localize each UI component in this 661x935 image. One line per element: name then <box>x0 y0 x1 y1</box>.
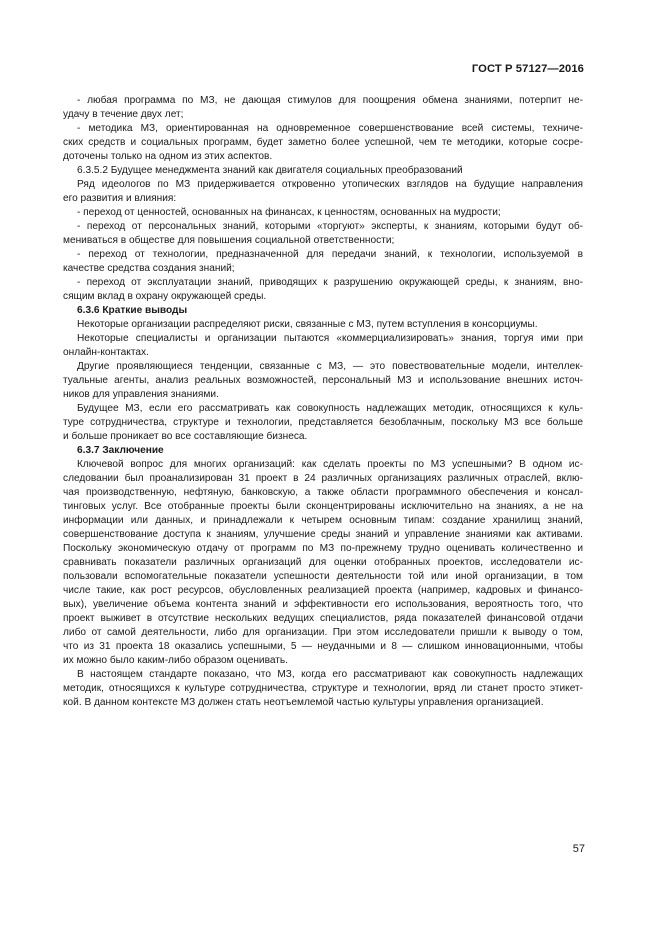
text-line: ников для управления знаниями. <box>63 389 219 400</box>
text-line: сравнивать показатели различных организаций для оценки отобранных проектов, исследователи ис- <box>63 557 583 568</box>
text-line: ских средств и социальных программ, будет заметно более успешной, чем те методики, которые сосре- <box>63 137 583 148</box>
text-line: его развития и влияния: <box>63 193 177 204</box>
text-line: туре сотрудничества, структуре и технологии, представляется безоблачным, поскольку МЗ все больше <box>63 417 583 428</box>
text-line: кой. В данном контексте МЗ должен стать неотъемлемой частью культуры управления организацией. <box>63 697 544 708</box>
text-line: вых), увеличение объема контента знаний и эффективности его использования, вероятность того, что <box>63 599 583 610</box>
text-line: В настоящем стандарте показано, что МЗ, когда его рассматривают как совокупность надлежащих <box>77 669 583 680</box>
subsection-heading: 6.3.5.2 Будущее менеджмента знаний как двигателя социальных преобразований <box>77 165 463 176</box>
text-line: туальные агенты, анализ реальных возможностей, персональный МЗ и использование внешних источ- <box>63 375 583 386</box>
text-line: числе такие, как рост ресурсов, обусловленных реализацией проекта (например, кадровых и финансо- <box>63 585 583 596</box>
text-line: - переход от ценностей, основанных на финансах, к ценностям, основанных на мудрости; <box>77 207 501 218</box>
text-line: сящим вклад в охрану окружающей среды. <box>63 291 267 302</box>
text-line: онлайн-контактах. <box>63 347 149 358</box>
text-line: Некоторые специалисты и организации пытаются «коммерциализировать» знания, торгуя ими при <box>77 333 583 344</box>
text-line: - переход от персональных знаний, которыми «торгуют» эксперты, к знаниям, которыми будут об- <box>77 221 583 232</box>
text-line: Будущее МЗ, если его рассматривать как совокупность надлежащих методик, относящихся к куль- <box>77 403 583 414</box>
text-line: Ряд идеологов по МЗ придерживается откровенно утопических взглядов на будущие направления <box>77 179 583 190</box>
section-heading: 6.3.6 Краткие выводы <box>77 305 188 316</box>
section-heading: 6.3.7 Заключение <box>77 445 164 456</box>
text-line: и больше проникает во все составляющие бизнеса. <box>63 431 308 442</box>
text-line: качестве средства создания знаний; <box>63 263 235 274</box>
text-line: либо от самой деятельности, либо для организации. При этом исследователи пришли к выводу о том, <box>63 627 583 638</box>
text-line: - переход от технологии, предназначенной для передачи знаний, к технологии, используемой в <box>77 249 583 260</box>
text-line: - любая программа по МЗ, не дающая стимулов для поощрения обмена знаниями, потерпит не- <box>77 95 583 106</box>
page-number: 57 <box>572 843 585 855</box>
text-line: пользовали вспомогательные показатели успешности деятельности той или иной организации, в том <box>63 571 583 582</box>
text-line: Поскольку экономическую отдачу от программ по МЗ по-прежнему трудно оценивать количественно и <box>63 543 583 554</box>
text-line: мениваться в обществе для повышения социальной ответственности; <box>63 235 395 246</box>
text-line: проект выживет в отсутствие нескольких ведущих специалистов, ряда показателей финансовой отдачи <box>63 613 583 624</box>
document-body <box>63 94 583 710</box>
text-line: их можно было каким-либо образом оценивать. <box>63 655 288 666</box>
text-line: чая производственную, нефтяную, банковскую, а также области программного обеспечения и консал- <box>63 487 583 498</box>
text-line: Некоторые организации распределяют риски, связанные с МЗ, путем вступления в консорциумы. <box>77 319 538 330</box>
text-line: совершенствование доступа к знаниям, улучшение среды знаний и управление знаниями как активами. <box>63 529 583 540</box>
text-line: тинговых услуг. Все отобранные проекты были сконцентрированы исключительно на знаниях, а не на <box>63 501 583 512</box>
text-line: - переход от эксплуатации знаний, приводящих к разрушению окружающей среды, к знаниям, вно- <box>77 277 583 288</box>
text-line: доточены только на одном из этих аспектов. <box>63 151 273 162</box>
text-line: Ключевой вопрос для многих организаций: как сделать проекты по МЗ успешными? В одном ис- <box>77 459 583 470</box>
text-line: Другие проявляющиеся тенденции, связанные с МЗ, — это повествовательные модели, интеллек- <box>77 361 583 372</box>
text-line: следовании был проанализирован 31 проект в 24 различных организациях различных отраслей, вклю- <box>63 473 583 484</box>
document-header: ГОСТ Р 57127—2016 <box>471 63 584 75</box>
text-line: что из 31 проекта 18 оказались успешными, 5 — неудачными и 8 — слишком инновационными, чтобы <box>63 641 583 652</box>
text-line: информации или данных, и принадлежали к четырем основным типам: создание хранилищ знаний, <box>63 515 583 526</box>
text-line: удачу в течение двух лет; <box>63 109 184 120</box>
text-line: методик, относящихся к культуре сотрудничества, структуре и технологии, вряд ли станет просто этикет- <box>63 683 583 694</box>
text-line: - методика МЗ, ориентированная на одновременное совершенствование всей системы, техниче- <box>77 123 583 134</box>
